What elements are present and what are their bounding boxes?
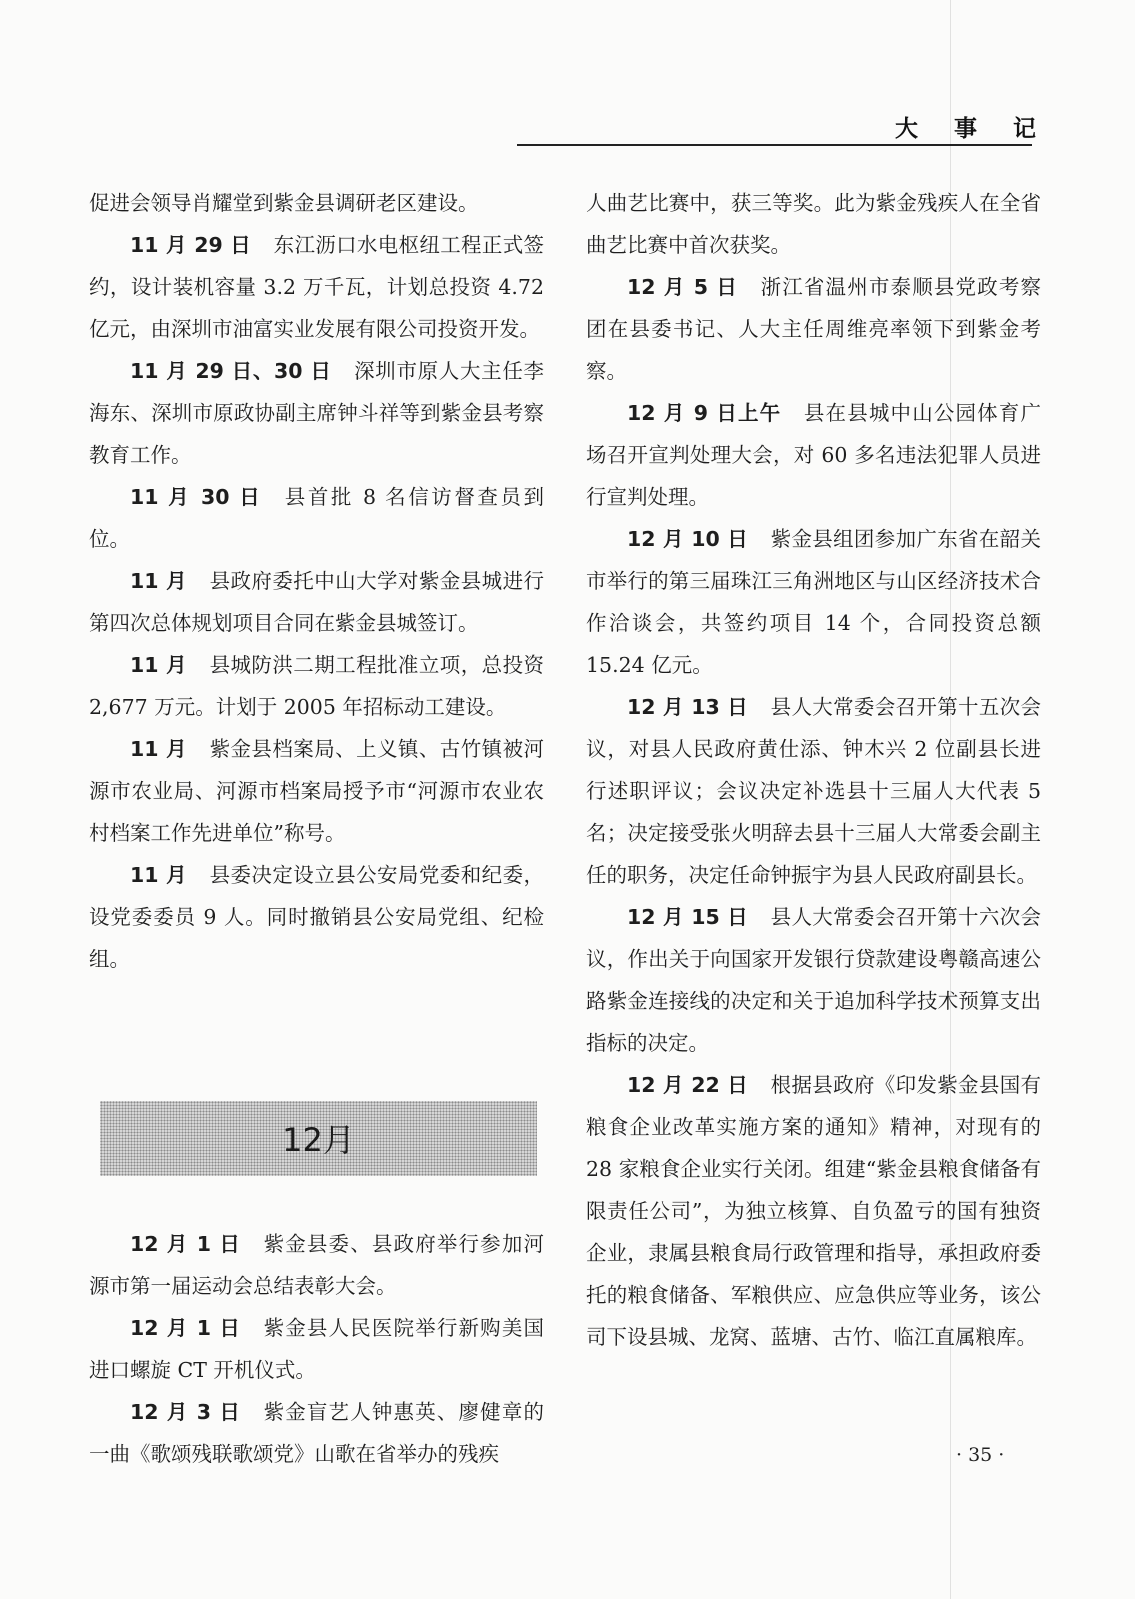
entry-date: 12 月 22 日 [627, 1073, 749, 1097]
entry-text: 深圳市原人大主任李海东、深圳市原政协副主席钟斗祥等到紫金县考察教育工作。 [89, 359, 544, 467]
entry-paragraph [89, 728, 544, 854]
entry-paragraph [89, 350, 544, 476]
right-column [586, 182, 1041, 1358]
entry-text: 县政府委托中山大学对紫金县城进行第四次总体规划项目合同在紫金县城签订。 [89, 569, 545, 635]
entry-text: 紫金县委、县政府举行参加河源市第一届运动会总结表彰大会。 [89, 1232, 545, 1298]
entry-date: 12 月 3 日 [130, 1400, 242, 1424]
entry-text: 浙江省温州市泰顺县党政考察团在县委书记、人大主任周维亮率领下到紫金考察。 [586, 275, 1042, 383]
left-column-bottom [89, 1223, 544, 1475]
entry-paragraph [89, 854, 544, 980]
entry-date: 12 月 9 日上午 [627, 401, 782, 425]
entry-date: 11 月 [130, 569, 188, 593]
month-banner [100, 1101, 537, 1176]
header-rule [517, 144, 1032, 146]
entry-paragraph [586, 182, 1041, 266]
month-label: 12月 [282, 1121, 355, 1159]
section-title: 大 事 记 [895, 116, 1051, 142]
entry-text: 紫金县组团参加广东省在韶关市举行的第三届珠江三角洲地区与山区经济技术合作洽谈会，共签约项目 14 个，合同投资总额 15.24 亿元。 [586, 527, 1042, 677]
entry-paragraph [89, 1223, 544, 1307]
entry-paragraph [89, 644, 544, 728]
entry-paragraph [89, 560, 544, 644]
entry-paragraph [586, 686, 1041, 896]
entry-paragraph [586, 392, 1041, 518]
entry-text: 根据县政府《印发紫金县国有粮食企业改革实施方案的通知》精神，对现有的 28 家粮食企业实行关闭。组建“紫金县粮食储备有限责任公司”，为独立核算、自负盈亏的国有独资企业，隶属县粮食局行政管理和指导，承担政府委托的粮食储备、军粮供应、应急供应等业务，该公司下设县城、龙窝、蓝塘、古竹、临江直属粮库。 [586, 1073, 1042, 1349]
entry-date: 12 月 1 日 [130, 1232, 242, 1256]
entry-text: 紫金县档案局、上义镇、古竹镇被河源市农业局、河源市档案局授予市“河源市农业农村档案工作先进单位”称号。 [89, 737, 545, 845]
entry-date: 11 月 30 日 [130, 485, 263, 509]
entry-date: 11 月 [130, 653, 188, 677]
left-column [89, 182, 544, 980]
entry-text: 促进会领导肖耀堂到紫金县调研老区建设。 [89, 191, 479, 215]
entry-text: 县委决定设立县公安局党委和纪委，设党委委员 9 人。同时撤销县公安局党组、纪检组。 [89, 863, 545, 971]
entry-date: 11 月 29 日 [130, 233, 252, 257]
entry-paragraph [586, 266, 1041, 392]
entry-date: 12 月 13 日 [627, 695, 749, 719]
entry-paragraph [89, 1391, 544, 1475]
entry-paragraph [89, 1307, 544, 1391]
entry-text: 县人大常委会召开第十五次会议，对县人民政府黄仕添、钟木兴 2 位副县长进行述职评议；会议决定补选县十三届人大代表 5 名；决定接受张火明辞去县十三届人大常委会副主任的职务，决定任命钟振宇为县人民政府副县长。 [586, 695, 1042, 887]
entry-text: 紫金县人民医院举行新购美国进口螺旋 CT 开机仪式。 [89, 1316, 545, 1382]
entry-text: 东江沥口水电枢纽工程正式签约，设计装机容量 3.2 万千瓦，计划总投资 4.72 亿元，由深圳市油富实业发展有限公司投资开发。 [89, 233, 545, 341]
entry-text: 人曲艺比赛中，获三等奖。此为紫金残疾人在全省曲艺比赛中首次获奖。 [586, 191, 1041, 257]
entry-date: 12 月 5 日 [627, 275, 739, 299]
entry-date: 12 月 15 日 [627, 905, 749, 929]
entry-date: 12 月 1 日 [130, 1316, 242, 1340]
entry-paragraph [89, 182, 544, 224]
page-number: · 35 · [956, 1444, 1005, 1466]
entry-date: 11 月 [130, 863, 188, 887]
entry-paragraph [586, 896, 1041, 1064]
entry-date: 12 月 10 日 [627, 527, 749, 551]
entry-paragraph [89, 476, 544, 560]
entry-paragraph [89, 224, 544, 350]
entry-text: 县在县城中山公园体育广场召开宣判处理大会，对 60 多名违法犯罪人员进行宣判处理。 [586, 401, 1042, 509]
entry-paragraph [586, 518, 1041, 686]
entry-date: 11 月 29 日、30 日 [130, 359, 332, 383]
entry-text: 县人大常委会召开第十六次会议，作出关于向国家开发银行贷款建设粤赣高速公路紫金连接线的决定和关于追加科学技术预算支出指标的决定。 [586, 905, 1042, 1055]
entry-text: 县城防洪二期工程批准立项，总投资 2,677 万元。计划于 2005 年招标动工建设。 [89, 653, 545, 719]
entry-text: 县首批 8 名信访督查员到位。 [89, 485, 544, 551]
entry-paragraph [586, 1064, 1041, 1358]
entry-text: 紫金盲艺人钟惠英、廖健章的一曲《歌颂残联歌颂党》山歌在省举办的残疾 [89, 1400, 545, 1466]
entry-date: 11 月 [130, 737, 188, 761]
